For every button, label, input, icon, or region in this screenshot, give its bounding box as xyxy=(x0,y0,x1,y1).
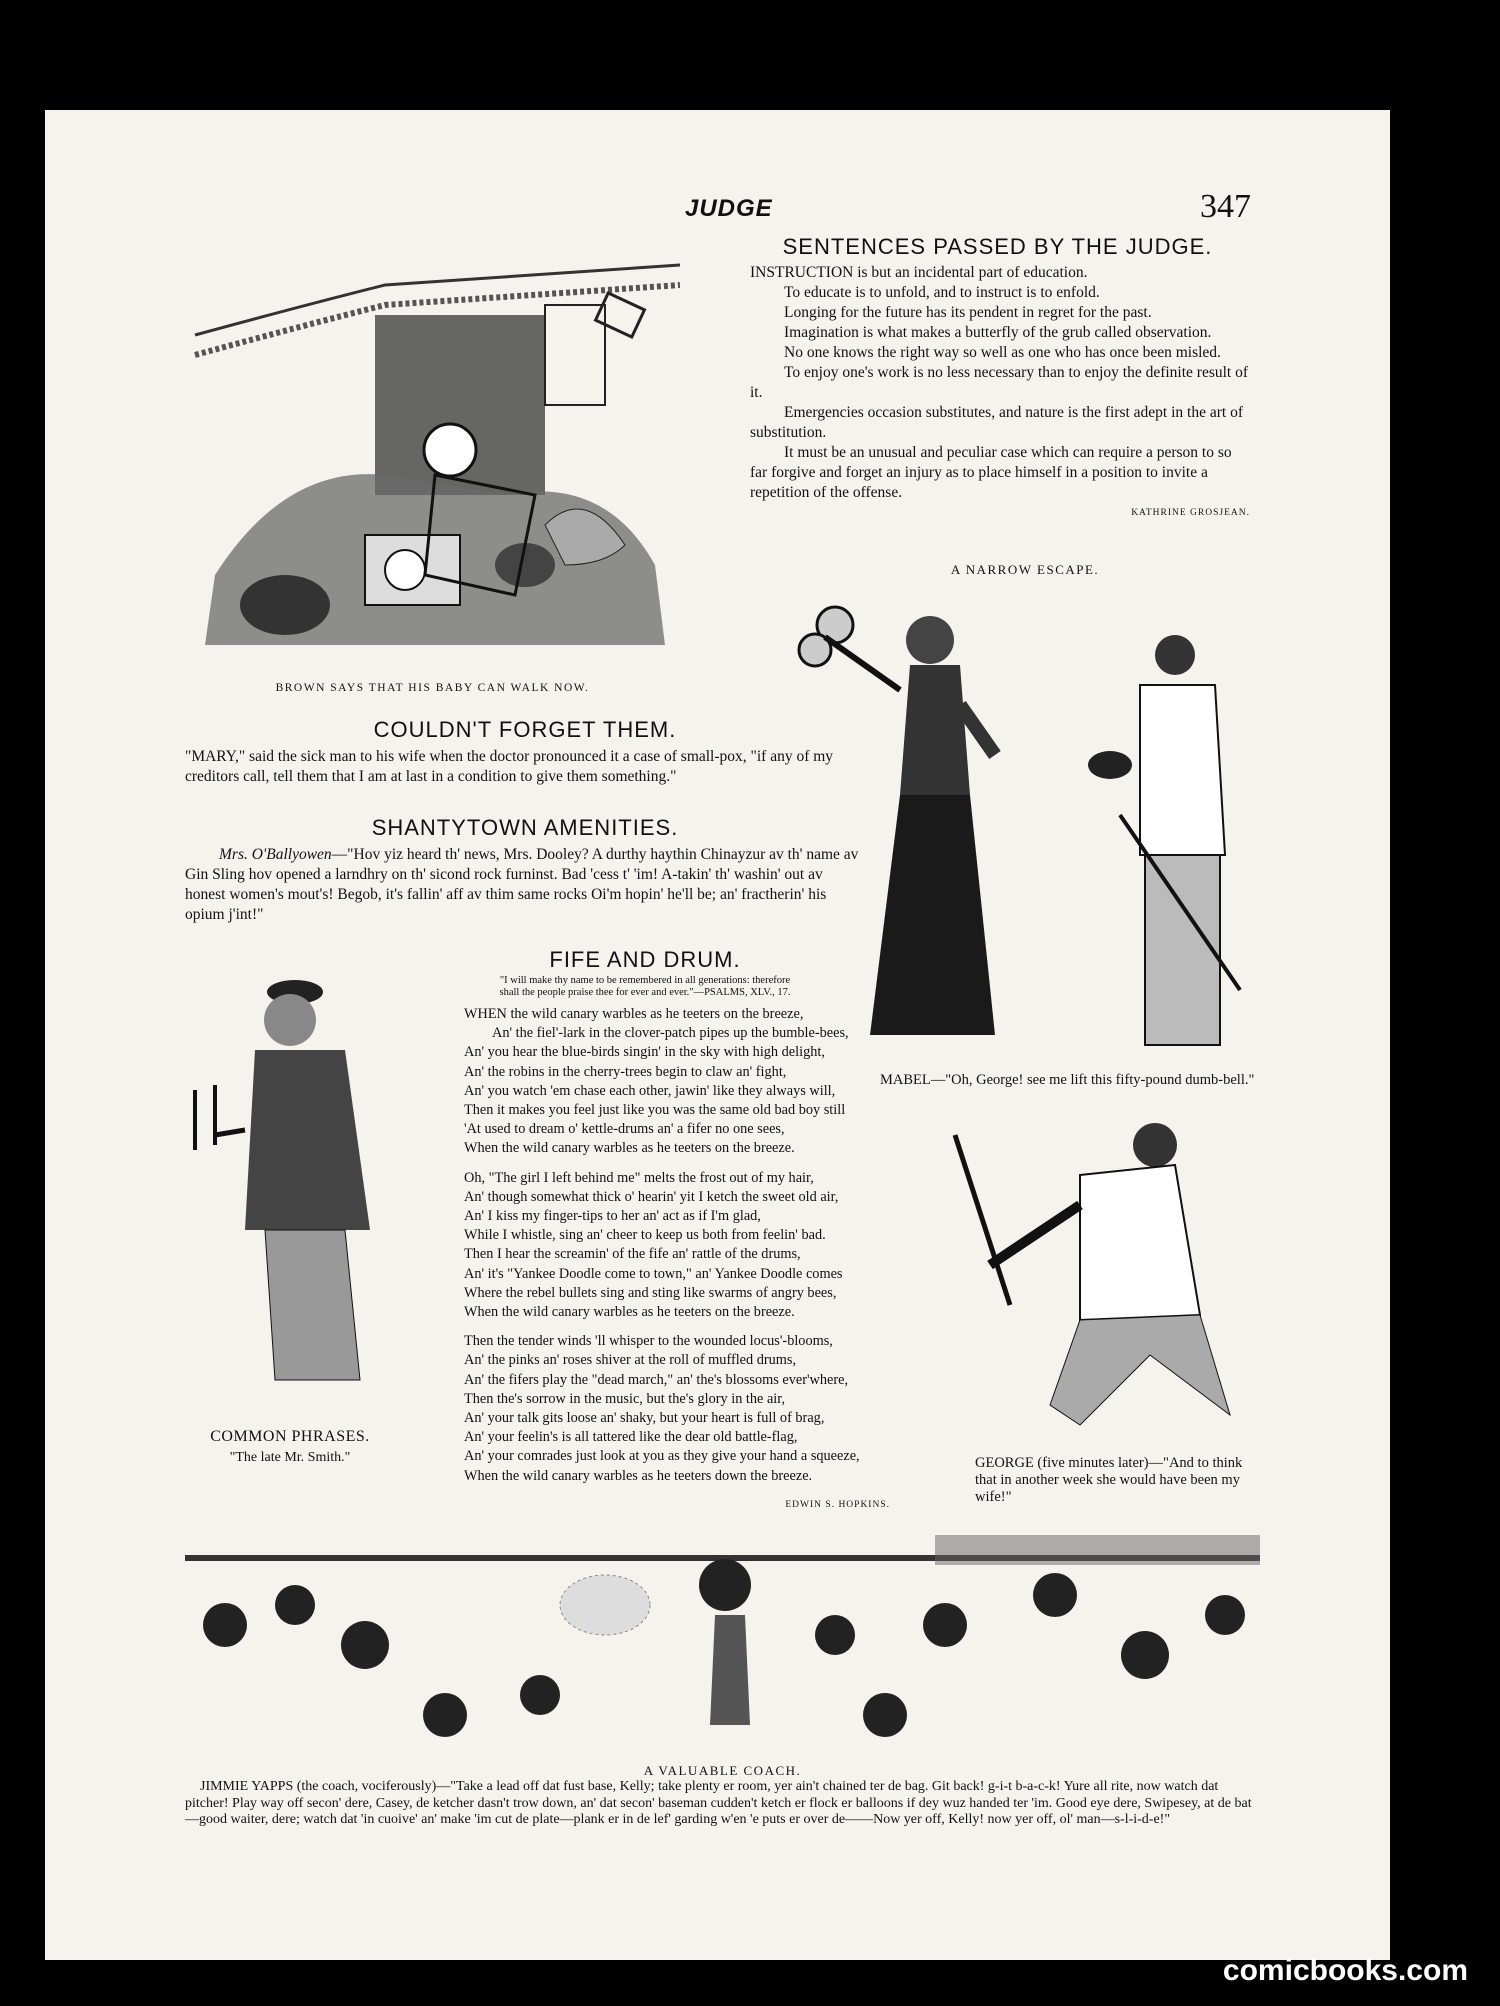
couldnt-forget-text: "MARY," said the sick man to his wife when the doctor pronounced it a case of small-pox, "if any of my creditors call, tell them that I am at last in a condition to give them something." xyxy=(185,748,834,785)
baseball-scene-illustration xyxy=(185,1515,1260,1755)
poem-line: An' though somewhat thick o' hearin' yit I ketch the sweet old air, xyxy=(464,1188,839,1205)
poem-line: Where the rebel bullets sing and sting like swarms of angry bees, xyxy=(464,1284,837,1301)
poem-stanza xyxy=(430,1005,890,1159)
poem-line: An' I kiss my finger-tips to her an' act as if I'm glad, xyxy=(464,1208,761,1225)
poem-line: When the wild canary warbles as he teeters on the breeze. xyxy=(464,1140,795,1157)
george-caption: GEORGE (five minutes later)—"And to think that in another week she would have been my wife!" xyxy=(975,1455,1243,1505)
poem-line: When the wild canary warbles as he teeters down the breeze. xyxy=(464,1467,813,1484)
poem-line: An' the fiel'-lark in the clover-patch pipes up the bumble-bees, xyxy=(492,1025,849,1042)
coach-speaker: JIMMIE YAPPS (the coach, vociferously) xyxy=(200,1779,437,1794)
poem-line: Then the tender winds 'll whisper to the wounded locus'-blooms, xyxy=(464,1333,833,1350)
coach-body xyxy=(185,1779,1260,1829)
poem-line: 'At used to dream o' kettle-drums an' a fifer no one sees, xyxy=(464,1121,785,1138)
shantytown-text: —"Hov yiz heard th' news, Mrs. Dooley? A durthy haythin Chinayzur av th' name av Gin Sling hov opened a larndhry on th' sicond rock furninst. Bad 'cess t' 'im! A-takin' th' washin' out av honest women's mout's! Begob, it's fallin' aff av thim same rocks Oi'm hopin' he'll be; an' fractherin' his opium j'int!" xyxy=(185,846,859,923)
sentence-paragraph: It must be an unusual and peculiar case which can require a person to so far forgive and forget an injury as to place himself in a position to invite a repetition of the offense. xyxy=(750,444,1232,501)
sentences-body xyxy=(750,263,1250,523)
poem-stanza xyxy=(430,1332,890,1486)
mabel-caption: MABEL—"Oh, George! see me lift this fifty-pound dumb-bell." xyxy=(880,1072,1255,1088)
poem-line: An' it's "Yankee Doodle come to town," an' Yankee Doodle comes xyxy=(464,1265,843,1282)
furniture-pile-illustration xyxy=(185,245,680,665)
epigraph-line: shall the people praise thee for ever and ever."—PSALMS, XLV., 17. xyxy=(499,987,791,998)
shantytown-speaker: Mrs. O'Ballyowen xyxy=(219,846,332,863)
narrow-escape-title: A NARROW ESCAPE. xyxy=(950,562,1100,577)
old-man-illustration xyxy=(185,970,395,1410)
page-number: 347 xyxy=(1200,188,1251,225)
poem-line: An' the fifers play the "dead march," an' the's blossoms ever'where, xyxy=(464,1371,849,1388)
sentence-paragraph: Emergencies occasion substitutes, and nature is the first adept in the art of substitution. xyxy=(750,404,1243,441)
fife-drum-title: FIFE AND DRUM. xyxy=(549,947,741,972)
masthead: JUDGE xyxy=(685,195,773,222)
poem-stanza xyxy=(430,1169,890,1323)
poem-line: Oh, "The girl I left behind me" melts the frost out of my hair, xyxy=(464,1169,814,1186)
common-phrases-subtitle: "The late Mr. Smith." xyxy=(229,1450,351,1465)
shantytown-title: SHANTYTOWN AMENITIES. xyxy=(371,815,679,840)
brown-caption: BROWN SAYS THAT HIS BABY CAN WALK NOW. xyxy=(275,682,590,694)
sentence-paragraph: To educate is to unfold, and to instruct is to enfold. xyxy=(784,284,1100,301)
coach-title: A VALUABLE COACH. xyxy=(643,1763,802,1778)
coach-text: —"Take a lead off dat fust base, Kelly; take plenty er room, yer ain't chained ter de bag. Git back! g-i-t b-a-c-k! Yure all rite, now watch dat pitcher! Play way off secon' dere, Casey, de ketcher dasn't trow down, an' dat secon' baseman cudden't ketch er flock er balloons if dey wuz handed ter 'im. Good eye dere, Swipesey, at de bat—good waiter, dere; watch dat 'in cuoive' an' make 'im cut de plate—plank er in de lef' garding w'en 'e puts er over de——Now yer off, Kelly! now yer off, ol' man—s-l-i-d-e!" xyxy=(185,1779,1252,1827)
fife-drum-poem xyxy=(430,1005,890,1515)
poem-line: While I whistle, sing an' cheer to keep us both from feelin' bad. xyxy=(464,1227,826,1244)
poem-line: WHEN the wild canary warbles as he teeters on the breeze, xyxy=(464,1006,804,1022)
poem-line: When the wild canary warbles as he teeters on the breeze. xyxy=(464,1304,795,1321)
poem-line: An' your talk gits loose an' shaky, but your heart is full of brag, xyxy=(464,1410,825,1427)
couldnt-forget-title: COULDN'T FORGET THEM. xyxy=(373,717,677,742)
site-watermark: comicbooks.com xyxy=(1222,1954,1468,1987)
sentence-paragraph: Imagination is what makes a butterfly of the grub called observation. xyxy=(784,324,1212,341)
common-phrases-title: COMMON PHRASES. xyxy=(210,1428,370,1445)
poem-line: An' the robins in the cherry-trees begin to claw an' fight, xyxy=(464,1063,787,1080)
poem-line: An' your comrades just look at you as they give your hand a squeeze, xyxy=(464,1448,860,1465)
poem-line: Then I hear the screamin' of the fife an' rattle of the drums, xyxy=(464,1246,801,1263)
fife-drum-epigraph xyxy=(430,975,860,999)
epigraph-line: "I will make thy name to be remembered in all generations: therefore xyxy=(499,975,791,986)
poem-line: An' your feelin's is all tattered like the dear old battle-flag, xyxy=(464,1429,798,1446)
fife-drum-author: EDWIN S. HOPKINS. xyxy=(785,1499,890,1510)
poem-line: An' the pinks an' roses shiver at the roll of muffled drums, xyxy=(464,1352,797,1369)
sentence-paragraph: Longing for the future has its pendent in regret for the past. xyxy=(784,304,1152,321)
sentence-paragraph: No one knows the right way so well as one who has once been misled. xyxy=(784,344,1221,361)
poem-line: An' you hear the blue-birds singin' in the sky with high delight, xyxy=(464,1044,825,1061)
poem-line: Then it makes you feel just like you was the same old bad boy still xyxy=(464,1102,846,1119)
sentence-paragraph: To enjoy one's work is no less necessary than to enjoy the definite result of it. xyxy=(750,364,1249,401)
man-walking-illustration xyxy=(930,1105,1250,1445)
poem-line: An' you watch 'em chase each other, jawin' like they always will, xyxy=(464,1082,836,1099)
sentences-title: SENTENCES PASSED BY THE JUDGE. xyxy=(782,234,1213,259)
man-cane-illustration xyxy=(1080,625,1255,1055)
sentence-paragraph: INSTRUCTION is but an incidental part of education. xyxy=(750,264,1088,281)
couldnt-forget-body xyxy=(185,747,865,787)
poem-line: Then the's sorrow in the music, but the's glory in the air, xyxy=(464,1390,786,1407)
sentences-author: KATHRINE GROSJEAN. xyxy=(1131,508,1250,518)
shantytown-body xyxy=(185,845,865,925)
